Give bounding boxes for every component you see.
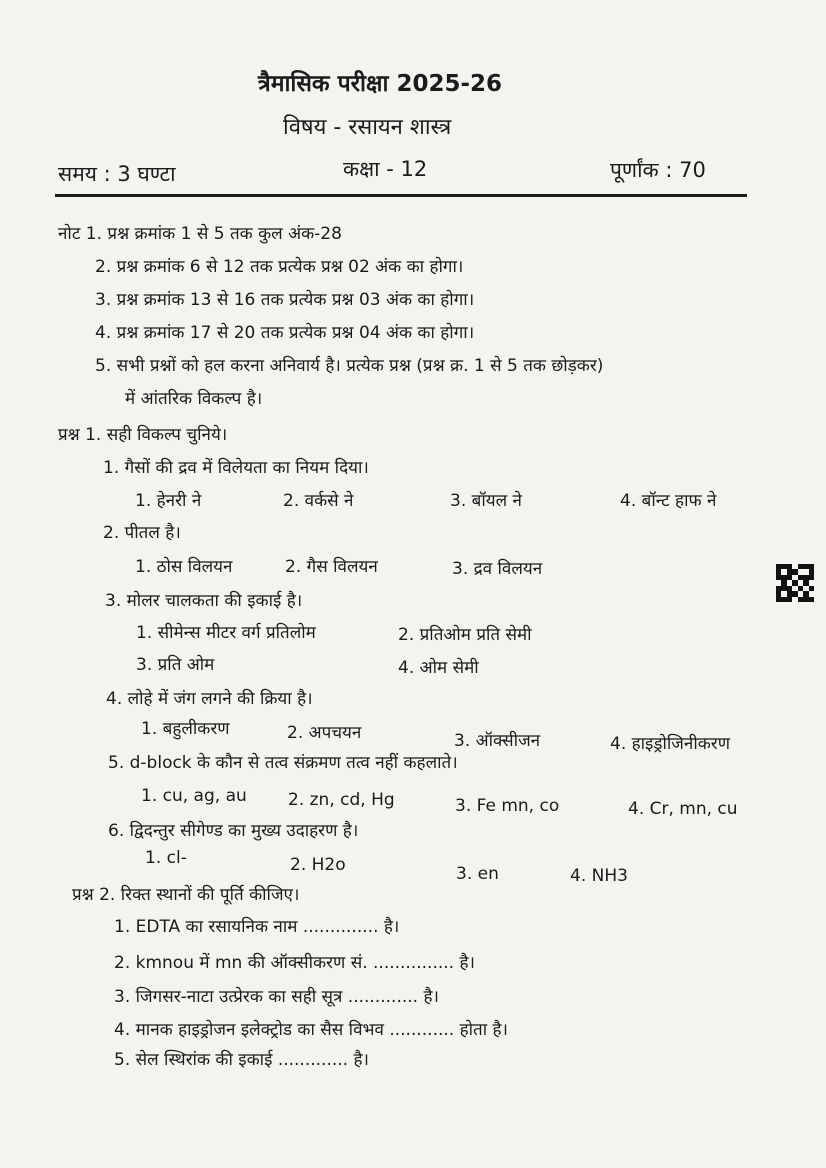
question-item: 1. गैसों की द्रव में विलेयता का नियम दिया।	[103, 458, 369, 478]
option: 4. ओम सेमी	[398, 658, 479, 678]
time-label: समय : 3 घण्टा	[58, 162, 176, 186]
question-item: 2. पीतल है।	[103, 523, 181, 543]
option: 1. cu, ag, au	[141, 786, 247, 806]
option: 1. ठोस विलयन	[135, 557, 233, 577]
option: 1. बहुलीकरण	[141, 719, 230, 739]
question-heading: प्रश्न 1. सही विकल्प चुनिये।	[58, 425, 228, 445]
option: 4. बॉन्ट हाफ ने	[620, 491, 717, 511]
qr-code-icon	[776, 564, 814, 602]
option: 2. वर्कसे ने	[283, 491, 354, 511]
option: 1. हेनरी ने	[135, 491, 202, 511]
fill-blank-item: 3. जिगसर-नाटा उत्प्रेरक का सही सूत्र ............. है।	[114, 987, 439, 1007]
option: 3. बॉयल ने	[450, 491, 522, 511]
option: 1. सीमेन्स मीटर वर्ग प्रतिलोम	[136, 623, 316, 643]
question-item: 4. लोहे में जंग लगने की क्रिया है।	[106, 689, 313, 709]
option: 3. Fe mn, co	[455, 796, 560, 816]
option: 4. NH3	[570, 866, 628, 886]
option: 3. द्रव विलयन	[452, 559, 543, 579]
option: 2. zn, cd, Hg	[288, 790, 395, 810]
fill-blank-item: 1. EDTA का रसायनिक नाम .............. है।	[114, 917, 400, 937]
class-label: कक्षा - 12	[343, 157, 428, 181]
exam-title: त्रैमासिक परीक्षा 2025-26	[258, 71, 503, 97]
option: 2. H2o	[290, 855, 346, 875]
option: 2. अपचयन	[287, 723, 362, 743]
question-heading: प्रश्न 2. रिक्त स्थानों की पूर्ति कीजिए।	[72, 885, 300, 905]
header-divider	[55, 194, 747, 197]
option: 3. en	[456, 864, 499, 884]
note-line: नोट 1. प्रश्न क्रमांक 1 से 5 तक कुल अंक-28	[58, 224, 342, 244]
note-line: 2. प्रश्न क्रमांक 6 से 12 तक प्रत्येक प्रश्न 02 अंक का होगा।	[95, 257, 464, 277]
option: 4. Cr, mn, cu	[628, 799, 738, 819]
question-item: 3. मोलर चालकता की इकाई है।	[105, 591, 303, 611]
note-line: 5. सभी प्रश्नों को हल करना अनिवार्य है। प्रत्येक प्रश्न (प्रश्न क्र. 1 से 5 तक छोड़कर)	[95, 356, 604, 376]
total-marks-label: पूर्णांक : 70	[610, 158, 706, 182]
option: 2. प्रतिओम प्रति सेमी	[398, 625, 532, 645]
option: 3. ऑक्सीजन	[454, 731, 541, 751]
note-line: में आंतरिक विकल्प है।	[125, 389, 263, 409]
option: 4. हाइड्रोजिनीकरण	[610, 734, 731, 754]
option: 3. प्रति ओम	[136, 655, 215, 675]
note-line: 4. प्रश्न क्रमांक 17 से 20 तक प्रत्येक प्रश्न 04 अंक का होगा।	[95, 323, 475, 343]
option: 2. गैस विलयन	[285, 557, 378, 577]
fill-blank-item: 4. मानक हाइड्रोजन इलेक्ट्रोड का सैस विभव ............ होता है।	[114, 1020, 508, 1040]
subject-line: विषय - रसायन शास्त्र	[283, 115, 452, 140]
question-item: 6. द्विदन्तुर सीगेण्ड का मुख्य उदाहरण है।	[108, 821, 359, 841]
fill-blank-item: 2. kmnou में mn की ऑक्सीकरण सं. ............... है।	[114, 953, 475, 973]
question-item: 5. d-block के कौन से तत्व संक्रमण तत्व नहीं कहलाते।	[108, 753, 458, 773]
fill-blank-item: 5. सेल स्थिरांक की इकाई ............. है।	[114, 1050, 369, 1070]
option: 1. cl-	[145, 848, 187, 868]
note-line: 3. प्रश्न क्रमांक 13 से 16 तक प्रत्येक प्रश्न 03 अंक का होगा।	[95, 290, 475, 310]
